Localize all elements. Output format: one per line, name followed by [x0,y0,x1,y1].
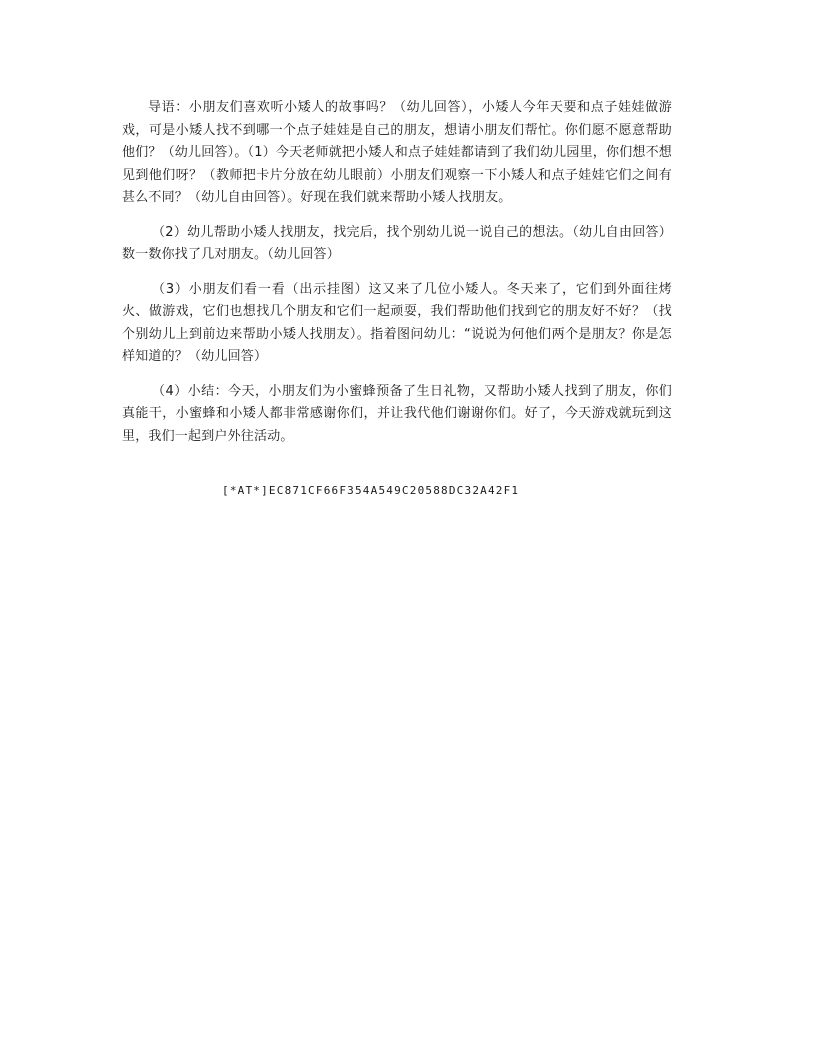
step-3-paragraph: （3）小朋友们看一看（出示挂图）这又来了几位小矮人。冬天来了，它们到外面往烤火、做游戏，它们也想找几个朋友和它们一起顽耍，我们帮助他们找到它的朋友好不好？（找个别幼儿上到前边来帮助小矮人找朋友）。指着图问幼儿：“说说为何他们两个是朋友？你是怎样知道的？（幼儿回答） [122,281,672,364]
document-code: [*AT*]EC871CF66F354A549C20588DC32A42F1 [222,484,520,497]
summary-paragraph: （4）小结：今天，小朋友们为小蜜蜂预备了生日礼物，又帮助小矮人找到了朋友，你们真能干，小蜜蜂和小矮人都非常感谢你们，并让我代他们谢谢你们。好了，今天游戏就玩到这里，我们一起到户外往活动。 [122,383,672,444]
step-2-paragraph: （2）幼儿帮助小矮人找朋友，找完后，找个别幼儿说一说自己的想法。（幼儿自由回答）数一数你找了几对朋友。（幼儿回答） [122,224,672,262]
document-body [122,97,672,448]
intro-paragraph: 导语：小朋友们喜欢听小矮人的故事吗？（幼儿回答），小矮人今年天要和点子娃娃做游戏，可是小矮人找不到哪一个点子娃娃是自己的朋友，想请小朋友们帮忙。你们愿不愿意帮助他们？（幼儿回答）。（1）今天老师就把小矮人和点子娃娃都请到了我们幼儿园里，你们想不想见到他们呀？（教师把卡片分放在幼儿眼前）小朋友们观察一下小矮人和点子娃娃它们之间有甚么不同？（幼儿自由回答）。好现在我们就来帮助小矮人找朋友。 [122,100,672,205]
